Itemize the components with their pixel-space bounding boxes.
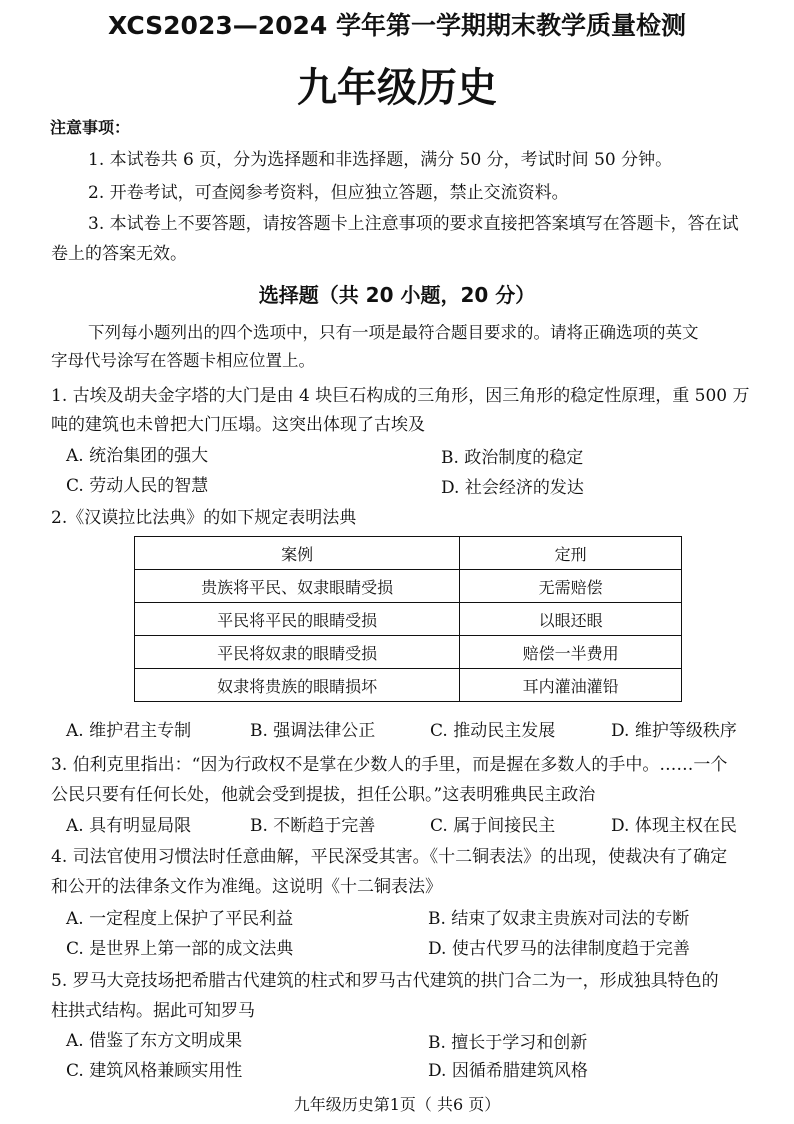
exam-title: XCS2023—2024 学年第一学期期末教学质量检测 [107, 11, 687, 40]
question-4-stem-2: 和公开的法律条文作为准绳。这说明《十二铜表法》 [51, 877, 442, 897]
question-2-option-c: C. 推动民主发展 [430, 721, 556, 741]
law-table-header-case: 案例 [135, 537, 460, 570]
question-4-option-d: D. 使古代罗马的法律制度趋于完善 [428, 939, 690, 959]
question-3-option-d: D. 体现主权在民 [611, 816, 737, 836]
question-3-stem-2: 公民只要有任何长处，他就会受到提拔，担任公职。”这表明雅典民主政治 [51, 785, 596, 805]
question-3-option-b: B. 不断趋于完善 [250, 816, 376, 836]
question-5-option-d: D. 因循希腊建筑风格 [428, 1061, 588, 1081]
law-table-penalty: 赔偿一半费用 [460, 636, 682, 669]
question-5-option-c: C. 建筑风格兼顾实用性 [66, 1061, 243, 1081]
question-3-stem-1: 3. 伯利克里指出：“因为行政权不是掌在少数人的手里，而是握在多数人的手中。……一个 [51, 755, 728, 775]
question-1-option-b: B. 政治制度的稳定 [441, 448, 584, 468]
question-1-option-d: D. 社会经济的发达 [441, 478, 584, 498]
law-table-penalty: 耳内灌油灌铅 [460, 669, 682, 702]
notice-heading: 注意事项： [50, 118, 131, 137]
question-4-stem-1: 4. 司法官使用习惯法时任意曲解，平民深受其害。《十二铜表法》的出现，使裁决有了确定 [51, 847, 728, 867]
notice-item-3-cont: 卷上的答案无效。 [51, 244, 187, 264]
question-4-option-a: A. 一定程度上保护了平民利益 [66, 909, 294, 929]
question-4-option-c: C. 是世界上第一部的成文法典 [66, 939, 294, 959]
question-5-stem-2: 柱拱式结构。据此可知罗马 [51, 1001, 255, 1021]
question-1-option-c: C. 劳动人民的智慧 [66, 476, 209, 496]
law-table [134, 536, 682, 702]
question-4-option-b: B. 结束了奴隶主贵族对司法的专断 [428, 909, 690, 929]
notice-item-3: 3. 本试卷上不要答题，请按答题卡上注意事项的要求直接把答案填写在答题卡，答在试 [88, 214, 739, 234]
section-instructions-1: 下列每小题列出的四个选项中，只有一项是最符合题目要求的。请将正确选项的英文 [88, 323, 699, 342]
law-table-row [135, 636, 682, 669]
law-table-penalty: 以眼还眼 [460, 603, 682, 636]
notice-item-2: 2. 开卷考试，可查阅参考资料，但应独立答题，禁止交流资料。 [88, 183, 569, 203]
question-1-stem-2: 吨的建筑也未曾把大门压塌。这突出体现了古埃及 [51, 415, 425, 435]
question-3-option-a: A. 具有明显局限 [66, 816, 192, 836]
page-footer: 九年级历史第1页（ 共6 页） [293, 1095, 501, 1114]
law-table-header-row [135, 537, 682, 570]
law-table-penalty: 无需赔偿 [460, 570, 682, 603]
question-5-option-a: A. 借鉴了东方文明成果 [66, 1031, 243, 1051]
law-table-case: 平民将平民的眼睛受损 [135, 603, 460, 636]
law-table-row [135, 669, 682, 702]
question-3-option-c: C. 属于间接民主 [430, 816, 556, 836]
law-table-row [135, 570, 682, 603]
question-2-option-b: B. 强调法律公正 [250, 721, 376, 741]
question-2-option-d: D. 维护等级秩序 [611, 721, 737, 741]
question-5-option-b: B. 擅长于学习和创新 [428, 1033, 588, 1053]
law-table-header-penalty: 定刑 [460, 537, 682, 570]
subject-title: 九年级历史 [297, 65, 497, 111]
notice-item-1: 1. 本试卷共 6 页，分为选择题和非选择题，满分 50 分，考试时间 50 分钟。 [88, 150, 673, 170]
question-1-stem-1: 1. 古埃及胡夫金字塔的大门是由 4 块巨石构成的三角形，因三角形的稳定性原理，重 500 万 [51, 386, 750, 406]
question-2-option-a: A. 维护君主专制 [66, 721, 192, 741]
law-table-case: 奴隶将贵族的眼睛损坏 [135, 669, 460, 702]
section-title: 选择题（共 20 小题，20 分） [258, 283, 536, 307]
section-instructions-2: 字母代号涂写在答题卡相应位置上。 [51, 351, 315, 370]
question-2-stem: 2.《汉谟拉比法典》的如下规定表明法典 [51, 508, 357, 528]
law-table-case: 贵族将平民、奴隶眼睛受损 [135, 570, 460, 603]
question-1-option-a: A. 统治集团的强大 [66, 446, 209, 466]
question-5-stem-1: 5. 罗马大竞技场把希腊古代建筑的柱式和罗马古代建筑的拱门合二为一，形成独具特色的 [51, 971, 719, 991]
law-table-row [135, 603, 682, 636]
law-table-case: 平民将奴隶的眼睛受损 [135, 636, 460, 669]
